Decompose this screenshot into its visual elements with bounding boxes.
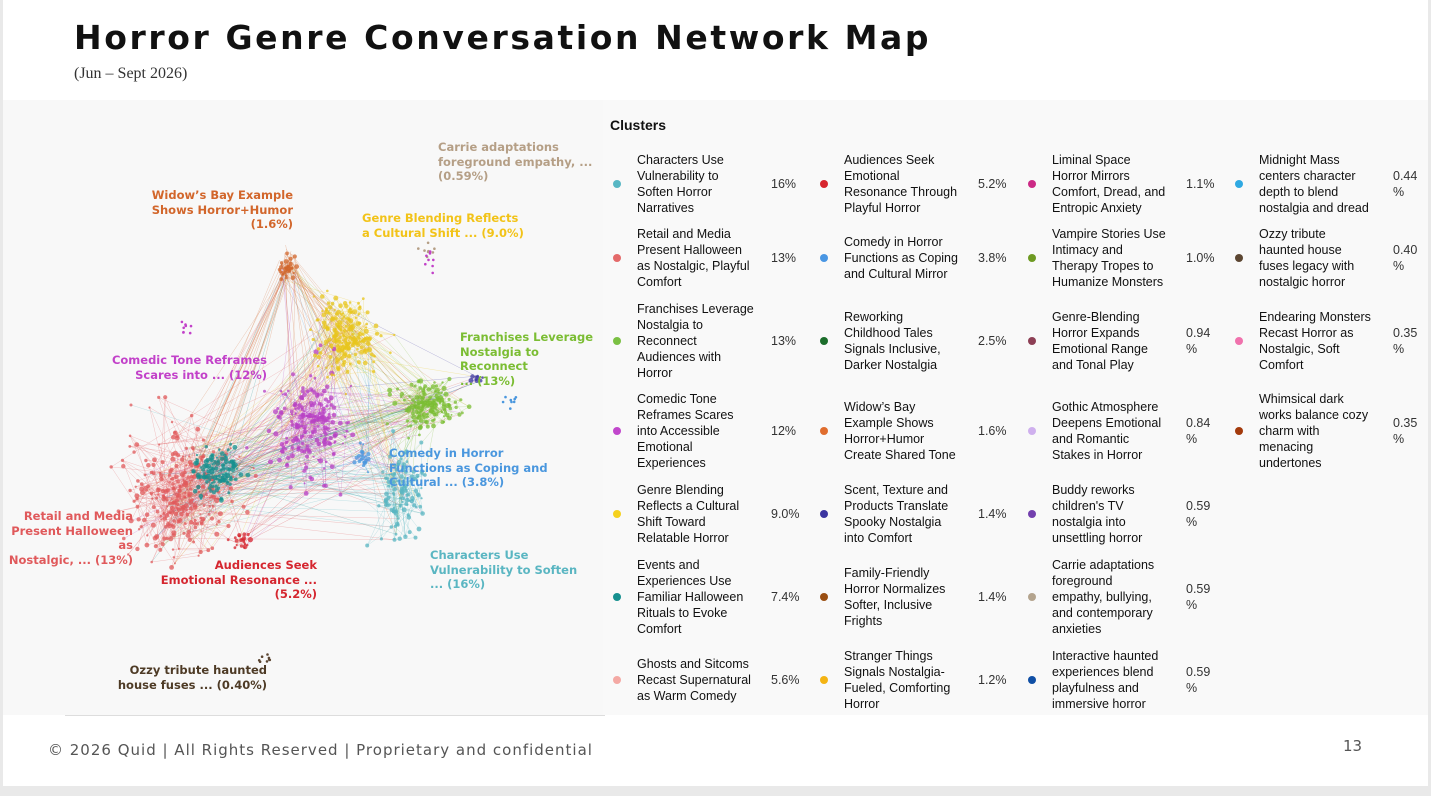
legend-percentage: 1.1% (1186, 177, 1215, 191)
legend-color-dot (1028, 254, 1036, 262)
network-label-widows-bay: Widow’s Bay Example Shows Horror+Humor (1.6%) (151, 188, 293, 231)
legend-color-dot (613, 510, 621, 518)
legend-percentage: 0.59 % (1186, 499, 1211, 529)
network-label-audiences-seek: Audiences Seek Emotional Resonance ... (5.2%) (160, 558, 317, 601)
legend-percentage: 9.0% (771, 507, 800, 521)
legend-label: Midnight Mass centers character depth to blend nostalgia and dread (1259, 153, 1369, 215)
legend-color-dot (613, 676, 621, 684)
legend-label: Scent, Texture and Products Translate Spooky Nostalgia into Comfort (844, 483, 949, 545)
legend-color-dot (1028, 510, 1036, 518)
network-graph (3, 100, 603, 715)
legend-color-dot (1235, 180, 1243, 188)
footer-copyright: © 2026 Quid | All Rights Reserved | Proprietary and confidential (48, 741, 593, 759)
legend-percentage: 5.2% (978, 177, 1007, 191)
legend-color-dot (820, 337, 828, 345)
legend-label: Carrie adaptations foreground empathy, bullying, and contemporary anxieties (1052, 558, 1155, 636)
legend-color-dot (820, 676, 828, 684)
legend-label: Comedic Tone Reframes Scares into Accessible Emotional Experiences (637, 392, 734, 470)
legend-color-dot (613, 254, 621, 262)
legend-label: Audiences Seek Emotional Resonance Through Playful Horror (844, 153, 958, 215)
legend-color-dot (820, 427, 828, 435)
legend-percentage: 13% (771, 251, 797, 265)
legend-percentage: 1.0% (1186, 251, 1215, 265)
legend-label: Genre-Blending Horror Expands Emotional Range and Tonal Play (1052, 310, 1148, 372)
network-label-ozzy: Ozzy tribute haunted house fuses ... (0.40%) (117, 663, 267, 692)
legend-color-dot (820, 593, 828, 601)
legend-percentage: 0.40 % (1393, 243, 1418, 273)
legend-label: Genre Blending Reflects a Cultural Shift Toward Relatable Horror (637, 483, 740, 545)
legend-percentage: 3.8% (978, 251, 1007, 265)
legend-label: Ghosts and Sitcoms Recast Supernatural as Warm Comedy (637, 657, 751, 703)
legend-color-dot (1028, 180, 1036, 188)
clusters-legend (603, 100, 1428, 715)
legend-percentage: 0.59 % (1186, 665, 1211, 695)
legend-color-dot (1028, 337, 1036, 345)
legend-color-dot (1235, 254, 1243, 262)
legend-percentage: 13% (771, 334, 797, 348)
legend-label: Reworking Childhood Tales Signals Inclusive, Darker Nostalgia (844, 310, 941, 372)
legend-label: Retail and Media Present Halloween as Nostalgic, Playful Comfort (637, 227, 750, 289)
legend-color-dot (1235, 427, 1243, 435)
legend-percentage: 0.94 % (1186, 326, 1211, 356)
network-map (3, 100, 603, 715)
legend-label: Interactive haunted experiences blend playfulness and immersive horror (1052, 649, 1159, 711)
footer-divider (65, 715, 605, 716)
legend-percentage: 0.59 % (1186, 582, 1211, 612)
legend-color-dot (820, 180, 828, 188)
network-label-comedy-in-horror: Comedy in Horror Functions as Coping and Cultural ... (3.8%) (389, 446, 548, 489)
clusters-heading: Clusters (610, 117, 667, 133)
legend-percentage: 1.4% (978, 590, 1007, 604)
network-label-comedic-tone: Comedic Tone Reframes Scares into ... (12%) (111, 353, 267, 382)
page-number: 13 (1343, 737, 1363, 755)
network-label-characters-use: Characters Use Vulnerability to Soften ... (16%) (430, 548, 578, 591)
legend-label: Widow’s Bay Example Shows Horror+Humor Create Shared Tone (844, 400, 956, 462)
network-label-franchises: Franchises Leverage Nostalgia to Reconnect ... (13%) (460, 330, 594, 388)
legend-color-dot (1028, 427, 1036, 435)
legend-percentage: 0.35 % (1393, 326, 1418, 356)
legend-color-dot (613, 593, 621, 601)
legend-percentage: 12% (771, 424, 797, 438)
network-label-carrie: Carrie adaptations foreground empathy, ... (0.59%) (438, 140, 593, 183)
legend-label: Vampire Stories Use Intimacy and Therapy Tropes to Humanize Monsters (1052, 227, 1166, 289)
legend-percentage: 16% (771, 177, 797, 191)
legend-label: Stranger Things Signals Nostalgia- Fueled, Comforting Horror (844, 649, 951, 711)
legend-color-dot (820, 254, 828, 262)
page-subtitle: (Jun – Sept 2026) (74, 65, 188, 82)
legend-color-dot (1235, 337, 1243, 345)
legend-color-dot (613, 427, 621, 435)
legend-color-dot (1028, 676, 1036, 684)
legend-label: Comedy in Horror Functions as Coping and Cultural Mirror (844, 235, 958, 281)
legend-label: Endearing Monsters Recast Horror as Nostalgic, Soft Comfort (1259, 310, 1371, 372)
legend-label: Ozzy tribute haunted house fuses legacy with nostalgic horror (1259, 227, 1355, 289)
legend-label: Events and Experiences Use Familiar Halloween Rituals to Evoke Comfort (637, 558, 744, 636)
legend-percentage: 2.5% (978, 334, 1007, 348)
legend-percentage: 0.35 % (1393, 416, 1418, 446)
page-title: Horror Genre Conversation Network Map (74, 18, 932, 57)
legend-percentage: 1.2% (978, 673, 1007, 687)
network-label-genre-blending: Genre Blending Reflects a Cultural Shift ... (9.0%) (362, 211, 524, 240)
legend-percentage: 1.6% (978, 424, 1007, 438)
legend-percentage: 0.84 % (1186, 416, 1211, 446)
legend-color-dot (613, 180, 621, 188)
legend-label: Whimsical dark works balance cozy charm with menacing undertones (1259, 392, 1369, 470)
legend-label: Gothic Atmosphere Deepens Emotional and Romantic Stakes in Horror (1052, 400, 1162, 462)
legend-label: Franchises Leverage Nostalgia to Reconnect Audiences with Horror (637, 302, 754, 380)
legend-label: Liminal Space Horror Mirrors Comfort, Dread, and Entropic Anxiety (1052, 153, 1166, 215)
legend-label: Family-Friendly Horror Normalizes Softer, Inclusive Frights (844, 566, 946, 628)
legend-color-dot (613, 337, 621, 345)
legend-label: Buddy reworks children's TV nostalgia into unsettling horror (1052, 483, 1143, 545)
network-label-retail-media: Retail and Media Present Halloween as Nostalgic, ... (13%) (8, 509, 133, 567)
legend-percentage: 7.4% (771, 590, 800, 604)
legend-color-dot (1028, 593, 1036, 601)
legend-percentage: 5.6% (771, 673, 800, 687)
legend-color-dot (820, 510, 828, 518)
slide (3, 0, 1428, 786)
legend-percentage: 1.4% (978, 507, 1007, 521)
legend-percentage: 0.44 % (1393, 169, 1418, 199)
legend-label: Characters Use Vulnerability to Soften Horror Narratives (637, 153, 724, 215)
